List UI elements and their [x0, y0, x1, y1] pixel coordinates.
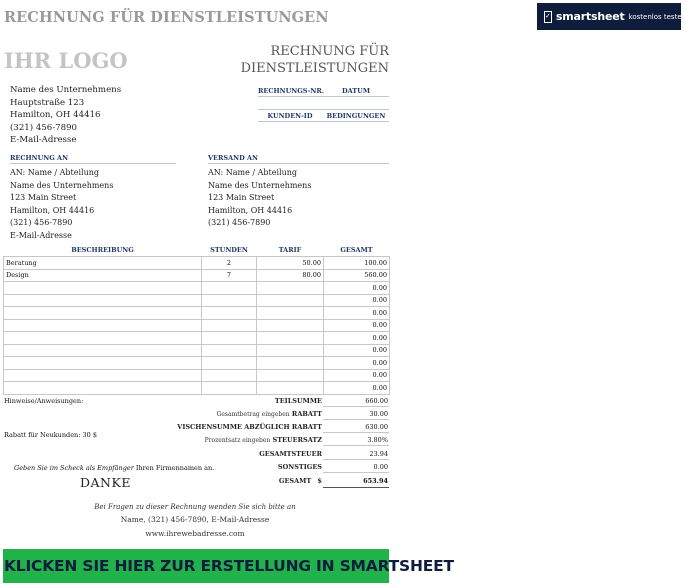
bill-to-name: Name des Unternehmens [10, 180, 114, 190]
other-label: SONSTIGES [277, 463, 322, 471]
ship-to-city: Hamilton, OH 44416 [208, 205, 293, 215]
row-rate[interactable] [257, 294, 324, 307]
row-total[interactable]: 0.00 [324, 344, 390, 357]
tax-rate-label: STEUERSATZ [272, 436, 322, 444]
table-row [4, 369, 390, 382]
total-tax-value: 23.94 [369, 450, 388, 458]
new-customer-discount: Rabatt für Neukunden: 30 $ [4, 431, 97, 439]
row-rate[interactable] [257, 369, 324, 382]
row-hours[interactable] [202, 344, 257, 357]
discount-line [323, 419, 389, 420]
meta-divider [258, 96, 389, 97]
row-description[interactable]: Design [4, 269, 202, 282]
tax-rate-hint: Prozentsatz eingeben [204, 437, 271, 444]
thanks-text: DANKE [80, 475, 131, 490]
bill-to-title: RECHNUNG AN [10, 154, 69, 162]
smartsheet-trial-button[interactable] [537, 3, 686, 30]
company-email: E-Mail-Adresse [10, 135, 77, 145]
row-hours[interactable] [202, 319, 257, 332]
discount-label: RABATT [291, 410, 322, 418]
row-hours[interactable] [202, 307, 257, 320]
table-row [4, 382, 390, 395]
row-total[interactable]: 0.00 [324, 357, 390, 370]
total-tax-label: GESAMTSTEUER [259, 450, 322, 458]
table-row [4, 332, 390, 345]
after-discount-label: VISCHENSUMME ABZÜGLICH RABATT [177, 423, 322, 431]
row-rate[interactable] [257, 282, 324, 295]
smartsheet-logo-icon: ✓ [544, 11, 552, 23]
row-rate[interactable] [257, 357, 324, 370]
row-description[interactable] [4, 319, 202, 332]
discount-row [82, 410, 322, 418]
currency-symbol: $ [317, 477, 322, 485]
row-total[interactable]: 0.00 [324, 319, 390, 332]
row-total[interactable]: 560.00 [324, 269, 390, 282]
other-line [323, 472, 389, 473]
table-row [4, 307, 390, 320]
total-tax-line [323, 459, 389, 460]
grand-total-line [323, 487, 389, 488]
footer-question: Bei Fragen zu dieser Rechnung wenden Sie sich bitte an [94, 503, 296, 511]
ship-to-divider [208, 163, 389, 164]
table-row [4, 257, 390, 270]
row-hours[interactable] [202, 382, 257, 395]
page-title: RECHNUNG FÜR DIENSTLEISTUNGEN [4, 9, 329, 26]
row-hours[interactable] [202, 282, 257, 295]
row-description[interactable] [4, 369, 202, 382]
table-row [4, 269, 390, 282]
meta-divider-2 [258, 121, 389, 122]
bill-to-attn: AN: Name / Abteilung [10, 168, 99, 177]
tax-rate-value[interactable]: 3.80% [367, 436, 388, 444]
invoice-title-line1: RECHNUNG FÜR [270, 44, 389, 59]
check-note-rest: Ihren Firmennamen an. [135, 464, 215, 472]
table-row [4, 357, 390, 370]
company-name: Name des Unternehmens [10, 85, 122, 95]
check-note-italic: Geben Sie im Scheck als Empfänger [14, 464, 134, 472]
col-description: BESCHREIBUNG [4, 244, 202, 257]
invoice-title-line2: DIENSTLEISTUNGEN [240, 61, 389, 76]
col-hours: STUNDEN [202, 244, 257, 257]
tax-rate-line [323, 445, 389, 446]
row-rate[interactable] [257, 307, 324, 320]
table-header-row [4, 244, 390, 257]
row-rate[interactable] [257, 382, 324, 395]
bill-to-phone: (321) 456-7890 [10, 218, 73, 227]
brand-tagline: kostenlos testen [628, 12, 686, 21]
invoice-number-field[interactable] [258, 109, 389, 110]
row-rate[interactable] [257, 332, 324, 345]
bill-to-email: E-Mail-Adresse [10, 230, 72, 240]
discount-value[interactable]: 30.00 [369, 410, 388, 418]
row-total[interactable]: 0.00 [324, 369, 390, 382]
row-hours[interactable] [202, 294, 257, 307]
table-row [4, 319, 390, 332]
invoice-title [229, 43, 389, 77]
table-row [4, 282, 390, 295]
grand-total-value: 653.94 [363, 477, 388, 485]
row-description[interactable] [4, 307, 202, 320]
ship-to-title: VERSAND AN [208, 154, 258, 162]
table-row [4, 344, 390, 357]
row-hours[interactable] [202, 357, 257, 370]
bill-to-street: 123 Main Street [10, 193, 77, 202]
company-info [10, 84, 121, 147]
row-hours[interactable] [202, 369, 257, 382]
row-rate[interactable]: 80.00 [257, 269, 324, 282]
row-description[interactable] [4, 332, 202, 345]
row-total[interactable]: 100.00 [324, 257, 390, 270]
logo-placeholder: IHR LOGO [4, 48, 128, 73]
date-label: DATUM [341, 87, 371, 95]
row-total[interactable]: 0.00 [324, 282, 390, 295]
company-phone: (321) 456-7890 [10, 122, 78, 133]
ship-to-attn: AN: Name / Abteilung [208, 168, 297, 177]
ship-to-name: Name des Unternehmens [208, 180, 312, 190]
ship-to-block [208, 167, 311, 230]
other-value[interactable]: 0.00 [373, 463, 388, 471]
row-description[interactable]: Beratung [4, 257, 202, 270]
row-description[interactable] [4, 294, 202, 307]
invoice-number-label: RECHNUNGS-NR. [258, 87, 325, 95]
items-table [3, 244, 390, 395]
row-description[interactable] [4, 344, 202, 357]
ship-to-street: 123 Main Street [208, 193, 275, 202]
footer-contact: Name, (321) 456-7890, E-Mail-Adresse [120, 515, 270, 524]
after-discount-line [323, 432, 389, 433]
row-total[interactable]: 0.00 [324, 332, 390, 345]
subtotal-value: 660.00 [365, 397, 388, 405]
notes-label: Hinweise/Anweisungen: [4, 397, 84, 405]
bill-to-divider [10, 163, 176, 164]
row-rate[interactable]: 50.00 [257, 257, 324, 270]
bill-to-city: Hamilton, OH 44416 [10, 205, 95, 215]
company-city: Hamilton, OH 44416 [10, 110, 101, 120]
create-in-smartsheet-banner[interactable] [3, 549, 454, 583]
grand-total-row [82, 477, 322, 485]
row-total[interactable]: 0.00 [324, 294, 390, 307]
table-row [4, 294, 390, 307]
customer-id-label: KUNDEN-ID [267, 112, 313, 120]
terms-label: BEDINGUNGEN [326, 112, 386, 120]
row-hours[interactable] [202, 332, 257, 345]
company-street: Hauptstraße 123 [10, 97, 85, 108]
footer-website[interactable]: www.ihrewebadresse.com [145, 529, 245, 538]
row-rate[interactable] [257, 319, 324, 332]
row-hours[interactable]: 2 [202, 257, 257, 270]
after-discount-value: 630.00 [365, 423, 388, 431]
row-hours[interactable]: 7 [202, 269, 257, 282]
col-total: GESAMT [324, 244, 390, 257]
ship-to-phone: (321) 456-7890 [208, 218, 271, 227]
subtotal-label: TEILSUMME [274, 397, 322, 405]
bill-to-block [10, 167, 113, 242]
row-rate[interactable] [257, 344, 324, 357]
discount-hint: Gesamtbetrag eingeben [216, 411, 290, 418]
row-total[interactable]: 0.00 [324, 307, 390, 320]
row-description[interactable] [4, 382, 202, 395]
row-description[interactable] [4, 357, 202, 370]
brand-name: smartsheet [555, 10, 625, 23]
cta-text: KLICKEN SIE HIER ZUR ERSTELLUNG IN SMARTSHEET [4, 557, 454, 575]
row-total[interactable]: 0.00 [324, 382, 390, 395]
tax-rate-row [82, 436, 322, 444]
row-description[interactable] [4, 282, 202, 295]
grand-total-label: GESAMT [278, 477, 312, 485]
col-rate: TARIF [257, 244, 324, 257]
subtotal-line [323, 406, 389, 407]
